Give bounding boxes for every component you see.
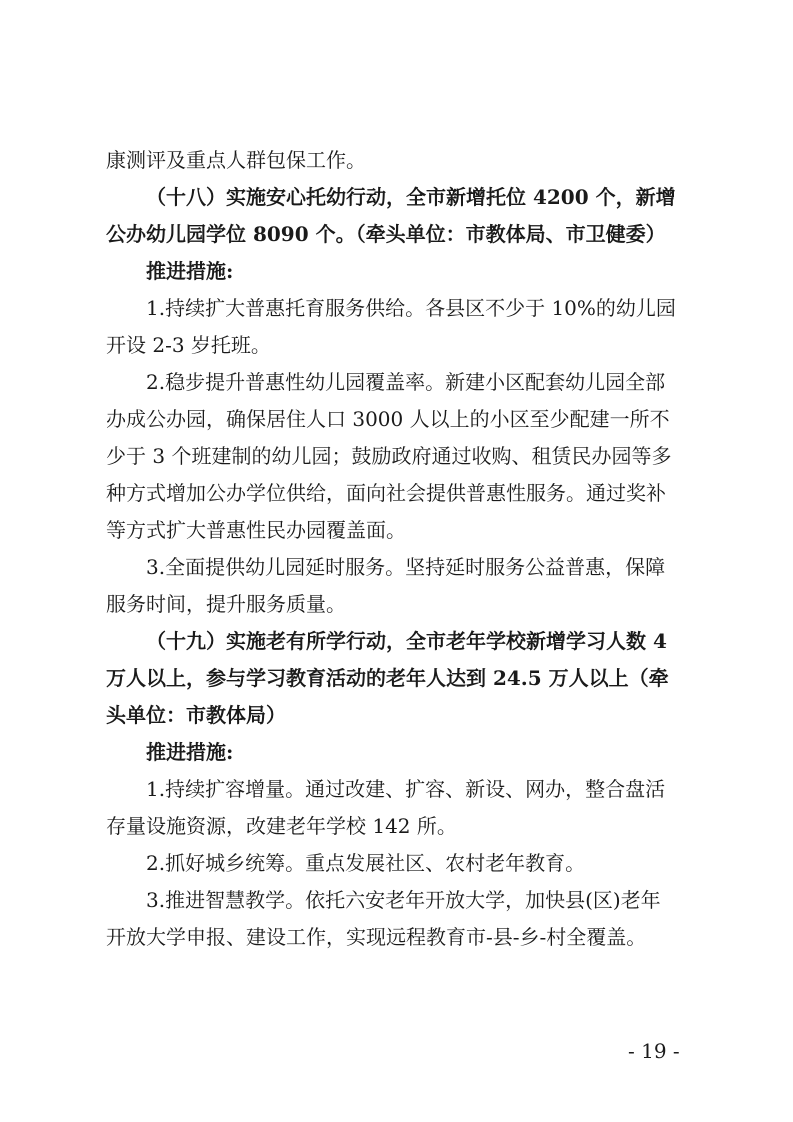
measure-item-line: 1.持续扩容增量。通过改建、扩容、新设、网办，整合盘活 xyxy=(146,777,666,801)
measure-item-line: 3.推进智慧教学。依托六安老年开放大学，加快县(区)老年 xyxy=(146,888,661,912)
measure-item-line: 2.稳步提升普惠性幼儿园覆盖率。新建小区配套幼儿园全部 xyxy=(146,370,666,394)
measure-item-line: 服务时间，提升服务质量。 xyxy=(106,592,346,616)
measure-item-line: 3.全面提供幼儿园延时服务。坚持延时服务公益普惠，保障 xyxy=(146,555,666,579)
measure-item-line: 开设 2-3 岁托班。 xyxy=(106,333,271,357)
document-body xyxy=(106,142,694,956)
section-heading-19-line-3: 头单位：市教体局） xyxy=(106,703,286,727)
measures-heading: 推进措施: xyxy=(146,259,234,283)
measure-item-line: 2.抓好城乡统筹。重点发展社区、农村老年教育。 xyxy=(146,851,586,875)
measure-item-line: 办成公办园，确保居住人口 3000 人以上的小区至少配建一所不 xyxy=(106,407,670,431)
measure-item-line: 1.持续扩大普惠托育服务供给。各县区不少于 10%的幼儿园 xyxy=(146,296,676,320)
section-heading-19-line-1: （十九）实施老有所学行动，全市老年学校新增学习人数 4 xyxy=(146,629,667,653)
measure-item-line: 开放大学申报、建设工作，实现远程教育市-县-乡-村全覆盖。 xyxy=(106,925,647,949)
measure-item-line: 等方式扩大普惠性民办园覆盖面。 xyxy=(106,518,406,542)
section-heading-18-line-2: 公办幼儿园学位 8090 个。（牵头单位：市教体局、市卫健委） xyxy=(106,222,666,246)
page-number: - 19 - xyxy=(628,1039,680,1063)
measures-heading: 推进措施: xyxy=(146,740,234,764)
measure-item-line: 存量设施资源，改建老年学校 142 所。 xyxy=(106,814,457,838)
measure-item-line: 种方式增加公办学位供给，面向社会提供普惠性服务。通过奖补 xyxy=(106,481,666,505)
section-heading-18-line-1: （十八）实施安心托幼行动，全市新增托位 4200 个，新增 xyxy=(146,185,676,209)
measure-item-line: 少于 3 个班建制的幼儿园；鼓励政府通过收购、租赁民办园等多 xyxy=(106,444,672,468)
paragraph-line: 康测评及重点人群包保工作。 xyxy=(106,148,366,172)
section-heading-19-line-2: 万人以上，参与学习教育活动的老年人达到 24.5 万人以上（牵 xyxy=(106,666,669,690)
